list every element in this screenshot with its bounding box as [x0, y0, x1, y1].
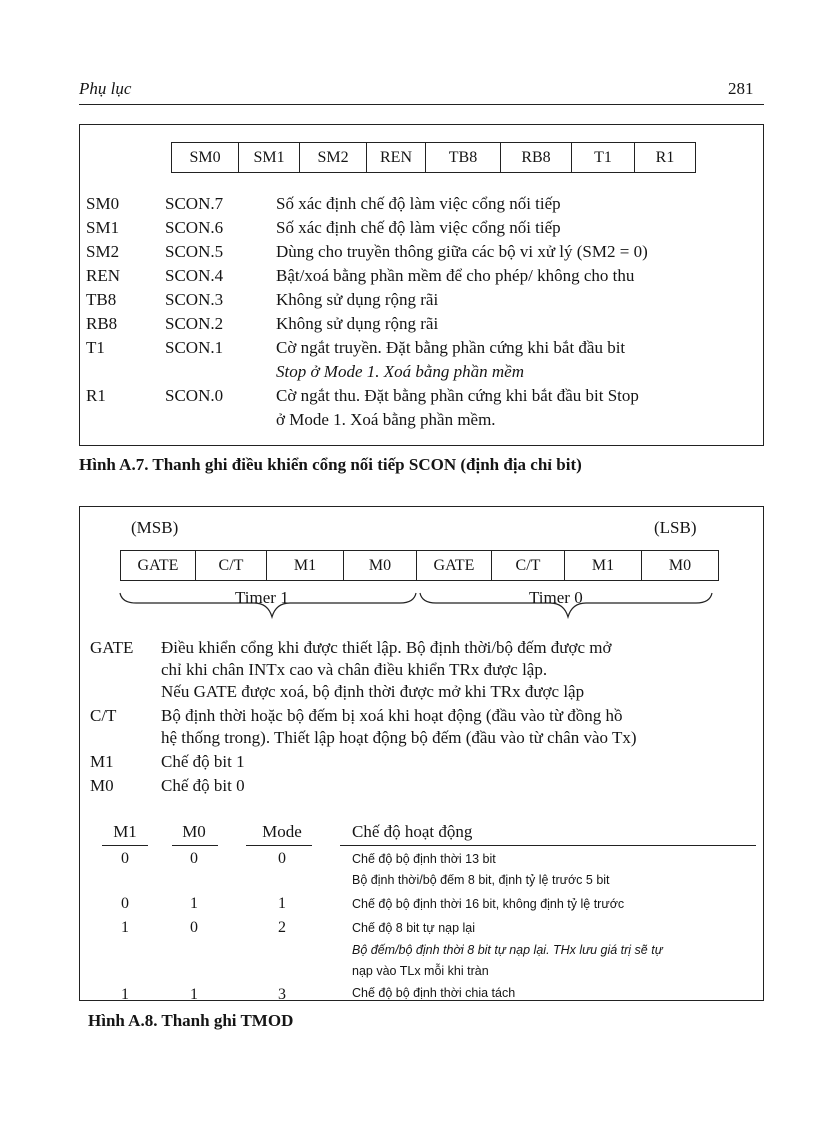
tmod-bit-cell: GATE: [417, 551, 492, 581]
def-code: M0: [90, 776, 114, 795]
scon-register-diagram: [171, 142, 696, 173]
timer1-label: Timer 1: [235, 588, 289, 607]
cell-m0: 1: [190, 986, 198, 1003]
scon-bit-cell: SM0: [172, 143, 239, 173]
cell-m1: 1: [121, 919, 129, 936]
tmod-definitions: [90, 637, 770, 817]
tmod-bit-cell: M0: [344, 551, 417, 581]
header-underline: [172, 845, 218, 846]
cell-desc: nạp vào TLx mỗi khi tràn: [352, 964, 489, 978]
scon-bit-cell: RB8: [501, 143, 572, 173]
bit-name: R1: [86, 386, 106, 405]
cell-m1: 0: [121, 850, 129, 867]
bit-description: Cờ ngắt truyền. Đặt bằng phần cứng khi bắt đầu bit: [276, 338, 626, 357]
tmod-bit-cell: GATE: [121, 551, 196, 581]
tmod-register-diagram: [120, 550, 719, 581]
bit-name: SM2: [86, 242, 120, 261]
cell-mode: 0: [278, 850, 286, 867]
bit-address: SCON.3: [165, 290, 224, 309]
bit-address: SCON.0: [165, 386, 224, 405]
header-underline: [246, 845, 312, 846]
bit-address: SCON.1: [165, 338, 224, 357]
scon-bit-cell: R1: [635, 143, 696, 173]
cell-mode: 3: [278, 986, 286, 1003]
tmod-bit-cell: M0: [642, 551, 719, 581]
def-code: GATE: [90, 638, 134, 657]
def-line: Điều khiển cổng khi được thiết lập. Bộ định thời/bộ đếm được mở: [161, 638, 612, 657]
cell-mode: 2: [278, 919, 286, 936]
cell-m0: 0: [190, 850, 198, 867]
cell-m1: 0: [121, 895, 129, 912]
bit-description: Số xác định chế độ làm việc cổng nối tiếp: [276, 218, 561, 237]
tmod-bit-cell: M1: [565, 551, 642, 581]
scon-bit-cell: SM1: [239, 143, 300, 173]
def-line: Bộ định thời hoặc bộ đếm bị xoá khi hoạt động (đầu vào từ đồng hồ: [161, 706, 623, 725]
cell-desc: Chế độ bộ định thời 13 bit: [352, 852, 496, 866]
col-header-m1: M1: [113, 822, 137, 841]
bit-address: SCON.7: [165, 194, 224, 213]
tmod-bit-cell: M1: [267, 551, 344, 581]
def-code: M1: [90, 752, 114, 771]
bit-description: Không sử dụng rộng rãi: [276, 290, 439, 309]
msb-label: (MSB): [131, 518, 179, 537]
scon-bit-cell: TB8: [426, 143, 501, 173]
def-line: Nếu GATE được xoá, bộ định thời được mở khi TRx được lập: [161, 682, 585, 701]
tmod-bit-cell: C/T: [196, 551, 267, 581]
def-line: Chế độ bit 0: [161, 776, 245, 795]
bit-address: SCON.4: [165, 266, 224, 285]
bit-description: Cờ ngắt thu. Đặt bằng phần cứng khi bắt đầu bit Stop: [276, 386, 639, 405]
bit-name: REN: [86, 266, 120, 285]
cell-m0: 1: [190, 895, 198, 912]
col-header-desc: Chế độ hoạt động: [352, 822, 473, 841]
cell-desc: Chế độ bộ định thời chia tách: [352, 986, 516, 1000]
scon-bit-cell: SM2: [300, 143, 367, 173]
figure-a7-caption: Hình A.7. Thanh ghi điều khiển cổng nối tiếp SCON (định địa chỉ bit): [79, 455, 582, 474]
bit-address: SCON.5: [165, 242, 224, 261]
cell-desc: Bộ định thời/bộ đếm 8 bit, định tỷ lệ trước 5 bit: [352, 873, 610, 887]
bit-name: TB8: [86, 290, 117, 309]
def-line: Chế độ bit 1: [161, 752, 245, 771]
header-underline: [340, 845, 756, 846]
cell-desc: Bộ đếm/bộ định thời 8 bit tự nạp lại. THx lưu giá trị sẽ tự: [352, 943, 663, 957]
page-number: 281: [728, 79, 754, 98]
bit-description: Dùng cho truyền thông giữa các bộ vi xử lý (SM2 = 0): [276, 242, 648, 261]
scon-bit-cell: T1: [572, 143, 635, 173]
figure-a8-caption: Hình A.8. Thanh ghi TMOD: [88, 1011, 294, 1030]
bit-description: Bật/xoá bằng phần mềm để cho phép/ không cho thu: [276, 266, 635, 285]
timer-brackets: [118, 590, 718, 624]
cell-desc: Chế độ 8 bit tự nạp lại: [352, 921, 476, 935]
cell-m0: 0: [190, 919, 198, 936]
bit-name: RB8: [86, 314, 118, 333]
def-line: hệ thống trong). Thiết lập hoạt động bộ đếm (đầu vào từ chân vào Tx): [161, 728, 637, 747]
scon-definitions: [86, 192, 766, 442]
col-header-m0: M0: [182, 822, 206, 841]
bit-name: T1: [86, 338, 105, 357]
col-header-mode: Mode: [262, 822, 302, 841]
bit-name: SM1: [86, 218, 120, 237]
header-rule: [79, 104, 764, 105]
timer0-label: Timer 0: [529, 588, 583, 607]
cell-m1: 1: [121, 986, 129, 1003]
bit-description: Số xác định chế độ làm việc cổng nối tiếp: [276, 194, 561, 213]
scon-bit-cell: REN: [367, 143, 426, 173]
tmod-bit-cell: C/T: [492, 551, 565, 581]
header-underline: [102, 845, 148, 846]
def-code: C/T: [90, 706, 117, 725]
bit-name: SM0: [86, 194, 120, 213]
bit-address: SCON.6: [165, 218, 224, 237]
cell-mode: 1: [278, 895, 286, 912]
section-title: Phụ lục: [79, 79, 132, 98]
lsb-label: (LSB): [654, 518, 697, 537]
bit-description-continued: ở Mode 1. Xoá bằng phần mềm.: [276, 410, 496, 429]
def-line: chỉ khi chân INTx cao và chân điều khiển TRx được lập.: [161, 660, 548, 679]
bit-description: Không sử dụng rộng rãi: [276, 314, 439, 333]
cell-desc: Chế độ bộ định thời 16 bit, không định tỷ lệ trước: [352, 897, 625, 911]
bit-description-continued: Stop ở Mode 1. Xoá bằng phần mềm: [276, 362, 524, 381]
bit-address: SCON.2: [165, 314, 224, 333]
